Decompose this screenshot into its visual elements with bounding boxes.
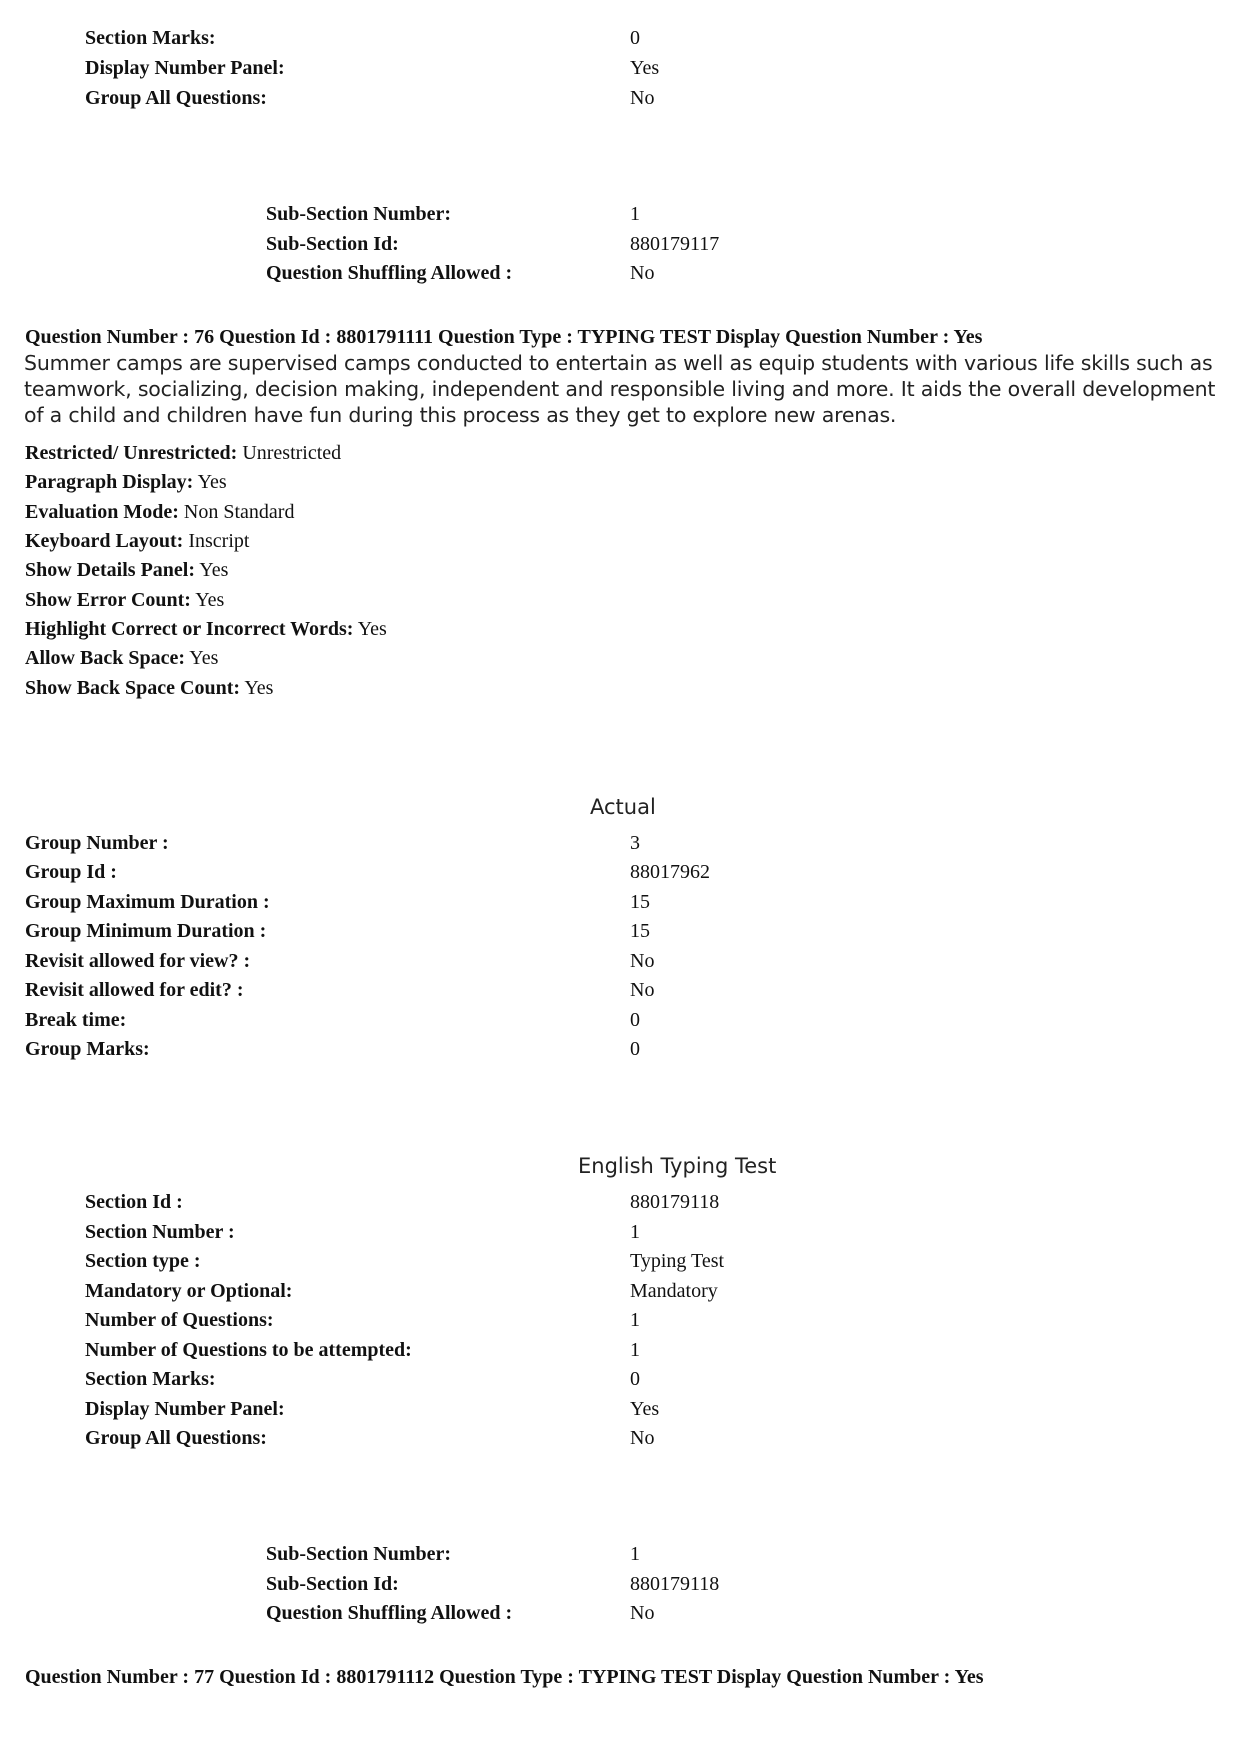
display-number-panel-value: Yes — [630, 1398, 660, 1420]
prop-label: Evaluation Mode: — [25, 501, 179, 523]
prop-allow-back-space — [25, 645, 218, 671]
question-76-paragraph: Summer camps are supervised camps conducted to entertain as well as equip students with various life skills such as teamwork, socializing, decision making, independent and responsible living and more. It aids the overall development of a child and children have fun during this process as they get to explore new arenas. — [24, 351, 1216, 427]
group-all-questions-value: No — [630, 87, 655, 109]
number-of-questions-label: Number of Questions: — [85, 1309, 274, 1331]
section-heading: English Typing Test — [578, 1154, 777, 1178]
prop-paragraph-display — [25, 469, 227, 495]
group-all-questions-value: No — [630, 1427, 655, 1449]
prop-evaluation-mode — [25, 499, 294, 525]
section-marks-label: Section Marks: — [85, 27, 216, 49]
prop-keyboard-layout — [25, 528, 249, 554]
section-type-label: Section type : — [85, 1250, 201, 1272]
mandatory-optional-value: Mandatory — [630, 1280, 718, 1302]
display-number-panel-label: Display Number Panel: — [85, 57, 285, 79]
revisit-view-value: No — [630, 950, 655, 972]
prop-value: Inscript — [188, 530, 250, 552]
group-marks-label: Group Marks: — [25, 1038, 150, 1060]
sub-section-number-label: Sub-Section Number: — [266, 203, 452, 225]
prop-label: Paragraph Display: — [25, 471, 194, 493]
prop-value: Yes — [197, 471, 227, 493]
display-number-panel-value: Yes — [630, 57, 660, 79]
section-id-label: Section Id : — [85, 1191, 183, 1213]
group-heading: Actual — [590, 795, 656, 819]
question-shuffling-label: Question Shuffling Allowed : — [266, 262, 513, 284]
prop-value: Yes — [357, 618, 387, 640]
prop-value: Yes — [244, 677, 274, 699]
prop-value: Non Standard — [183, 501, 295, 523]
group-id-label: Group Id : — [25, 861, 117, 883]
display-number-panel-label: Display Number Panel: — [85, 1398, 285, 1420]
section-marks-label: Section Marks: — [85, 1368, 216, 1390]
group-number-label: Group Number : — [25, 832, 169, 854]
prop-label: Show Error Count: — [25, 589, 191, 611]
question-76-header: Question Number : 76 Question Id : 8801791111 Question Type : TYPING TEST Display Question Number : Yes — [25, 326, 983, 348]
prop-label: Restricted/ Unrestricted: — [25, 442, 238, 464]
group-min-duration-label: Group Minimum Duration : — [25, 920, 267, 942]
sub-section-id-label: Sub-Section Id: — [266, 1573, 399, 1595]
sub-section-id-value: 880179117 — [630, 233, 720, 255]
break-time-value: 0 — [630, 1009, 640, 1031]
prop-label: Keyboard Layout: — [25, 530, 184, 552]
group-max-duration-label: Group Maximum Duration : — [25, 891, 270, 913]
section-number-label: Section Number : — [85, 1221, 235, 1243]
question-77-header: Question Number : 77 Question Id : 8801791112 Question Type : TYPING TEST Display Question Number : Yes — [25, 1666, 984, 1688]
group-number-value: 3 — [630, 832, 640, 854]
sub-section-number-value: 1 — [630, 203, 640, 225]
questions-attempted-value: 1 — [630, 1339, 640, 1361]
prop-value: Yes — [195, 589, 225, 611]
group-min-duration-value: 15 — [630, 920, 650, 942]
prop-show-details-panel — [25, 557, 228, 583]
question-shuffling-value: No — [630, 262, 655, 284]
group-all-questions-label: Group All Questions: — [85, 87, 267, 109]
section-type-value: Typing Test — [630, 1250, 725, 1272]
sub-section-number-label: Sub-Section Number: — [266, 1543, 452, 1565]
section-marks-value: 0 — [630, 1368, 640, 1390]
prop-show-back-space-count — [25, 675, 273, 701]
prop-label: Highlight Correct or Incorrect Words: — [25, 618, 354, 640]
prop-value: Unrestricted — [242, 442, 342, 464]
group-all-questions-label: Group All Questions: — [85, 1427, 267, 1449]
revisit-view-label: Revisit allowed for view? : — [25, 950, 251, 972]
break-time-label: Break time: — [25, 1009, 127, 1031]
prop-value: Yes — [189, 647, 219, 669]
section-id-value: 880179118 — [630, 1191, 720, 1213]
question-shuffling-value: No — [630, 1602, 655, 1624]
prop-value: Yes — [199, 559, 229, 581]
revisit-edit-value: No — [630, 979, 655, 1001]
number-of-questions-value: 1 — [630, 1309, 640, 1331]
section-number-value: 1 — [630, 1221, 640, 1243]
prop-label: Show Details Panel: — [25, 559, 195, 581]
sub-section-number-value: 1 — [630, 1543, 640, 1565]
group-max-duration-value: 15 — [630, 891, 650, 913]
prop-show-error-count — [25, 587, 224, 613]
group-marks-value: 0 — [630, 1038, 640, 1060]
mandatory-optional-label: Mandatory or Optional: — [85, 1280, 293, 1302]
prop-label: Allow Back Space: — [25, 647, 185, 669]
prop-label: Show Back Space Count: — [25, 677, 241, 699]
questions-attempted-label: Number of Questions to be attempted: — [85, 1339, 412, 1361]
group-id-value: 88017962 — [630, 861, 710, 883]
prop-restricted — [25, 440, 341, 466]
prop-highlight-words — [25, 616, 387, 642]
revisit-edit-label: Revisit allowed for edit? : — [25, 979, 244, 1001]
question-shuffling-label: Question Shuffling Allowed : — [266, 1602, 513, 1624]
section-marks-value: 0 — [630, 27, 640, 49]
sub-section-id-label: Sub-Section Id: — [266, 233, 399, 255]
sub-section-id-value: 880179118 — [630, 1573, 720, 1595]
